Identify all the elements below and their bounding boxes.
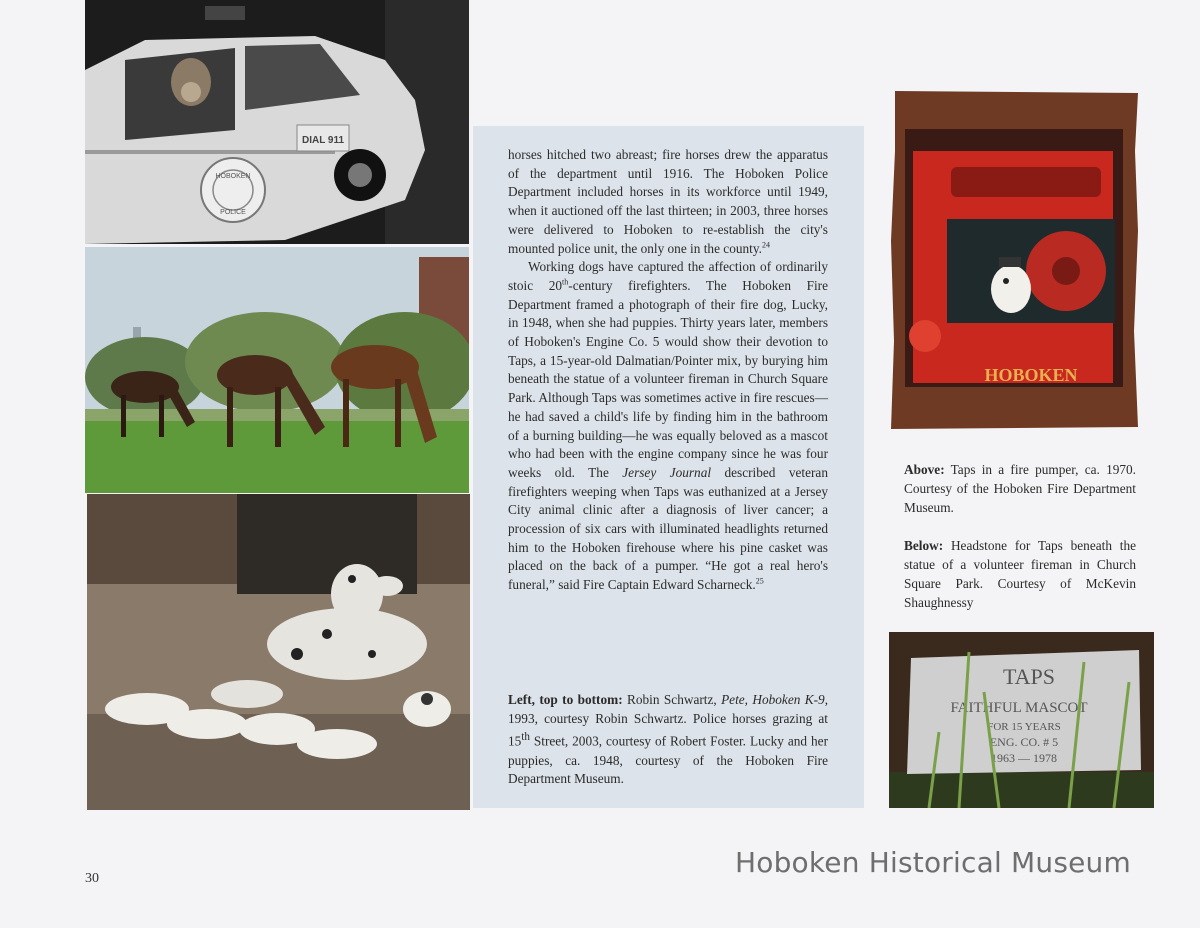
headstone-line-1: TAPS: [1002, 664, 1056, 689]
paragraph-2: Working dogs have captured the affection of ordinarily stoic 20th-century firefighters. The Hoboken Fire Department framed a photograph of their fire dog, Lucky, in 1948, when she had puppies. Thirty years later, members of Hoboken's Engine Co. 5 would show their devotion to Taps, a 15-year-old Dalmatian/Pointer mix, by burying him beneath the statue of a volunteer fireman in Church Square Park. Although Taps was sometimes active in fire rescues—he had saved a child's life by finding him in the bathroom of a burning building—he was equally beloved as a mascot who had been with the engine company since he was four weeks old. The Jersey Journal described veteran firefighters weeping when Taps was euthanized at a Jersey City animal clinic after a diagnosis of liver cancer; a procession of six cars with illuminated headlights returned him to the Hoboken firehouse where his pine casket was placed on the back of a pumper. “He got a real hero's funeral,” said Fire Captain Edward Scharneck.$^{25}$: [508, 259, 828, 593]
left-photos-caption: Left, top to bottom: Robin Schwartz, Pete, Hoboken K-9, 1993, courtesy Robin Schwartz. Police horses grazing at 15th Street, 2003, courtesy of Robert Foster. Lucky and her puppies, ca. 1948, courtesy of the Hoboken Fire Department Museum.: [508, 692, 829, 787]
photo-dalmatian-puppies: [87, 494, 470, 810]
photo-police-car-dog: [85, 0, 469, 244]
headstone-line-2: FAITHFUL MASCOT: [950, 700, 1088, 716]
body-text: [508, 146, 828, 595]
photo-taps-fire-pumper: [891, 91, 1138, 429]
jersey-journal-title: Jersey Journal: [622, 464, 712, 480]
text-panel: [473, 126, 864, 808]
caption-below: Below: Headstone for Taps beneath the statue of a volunteer fireman in Church Square Park. Courtesy of McKevin Shaughnessy: [904, 538, 1136, 610]
page-number: 30: [85, 871, 99, 886]
paragraph-1: horses hitched two abreast; fire horses drew the apparatus of the department until 1916. The Hoboken Police Department included horses in its workforce until 1949, when it auctioned off the last thirteen; in 2003, three horses were delivered to Hoboken to re-establish the city's mounted police unit, the only one in the county.$^{24}$: [508, 147, 828, 256]
badge-text-bottom: POLICE: [220, 209, 246, 216]
photo-police-horses: [85, 247, 469, 493]
door-text: DIAL 911: [301, 135, 345, 146]
watermark: Hoboken Historical Museum: [735, 846, 1131, 879]
photo-taps-headstone: [889, 632, 1154, 808]
pumper-truck-text: HOBOKEN: [984, 365, 1078, 385]
footnote-24: 24: [761, 240, 770, 250]
badge-text-top: HOBOKEN: [215, 173, 251, 180]
caption-above: Above: Taps in a fire pumper, ca. 1970. Courtesy of the Hoboken Fire Department Museum.: [904, 462, 1136, 515]
headstone-line-3: FOR 15 YEARS: [987, 721, 1061, 733]
headstone-line-4: ENG. CO. # 5: [989, 735, 1059, 749]
footnote-25: 25: [755, 576, 764, 586]
headstone-line-5: 1963 — 1978: [991, 751, 1057, 765]
